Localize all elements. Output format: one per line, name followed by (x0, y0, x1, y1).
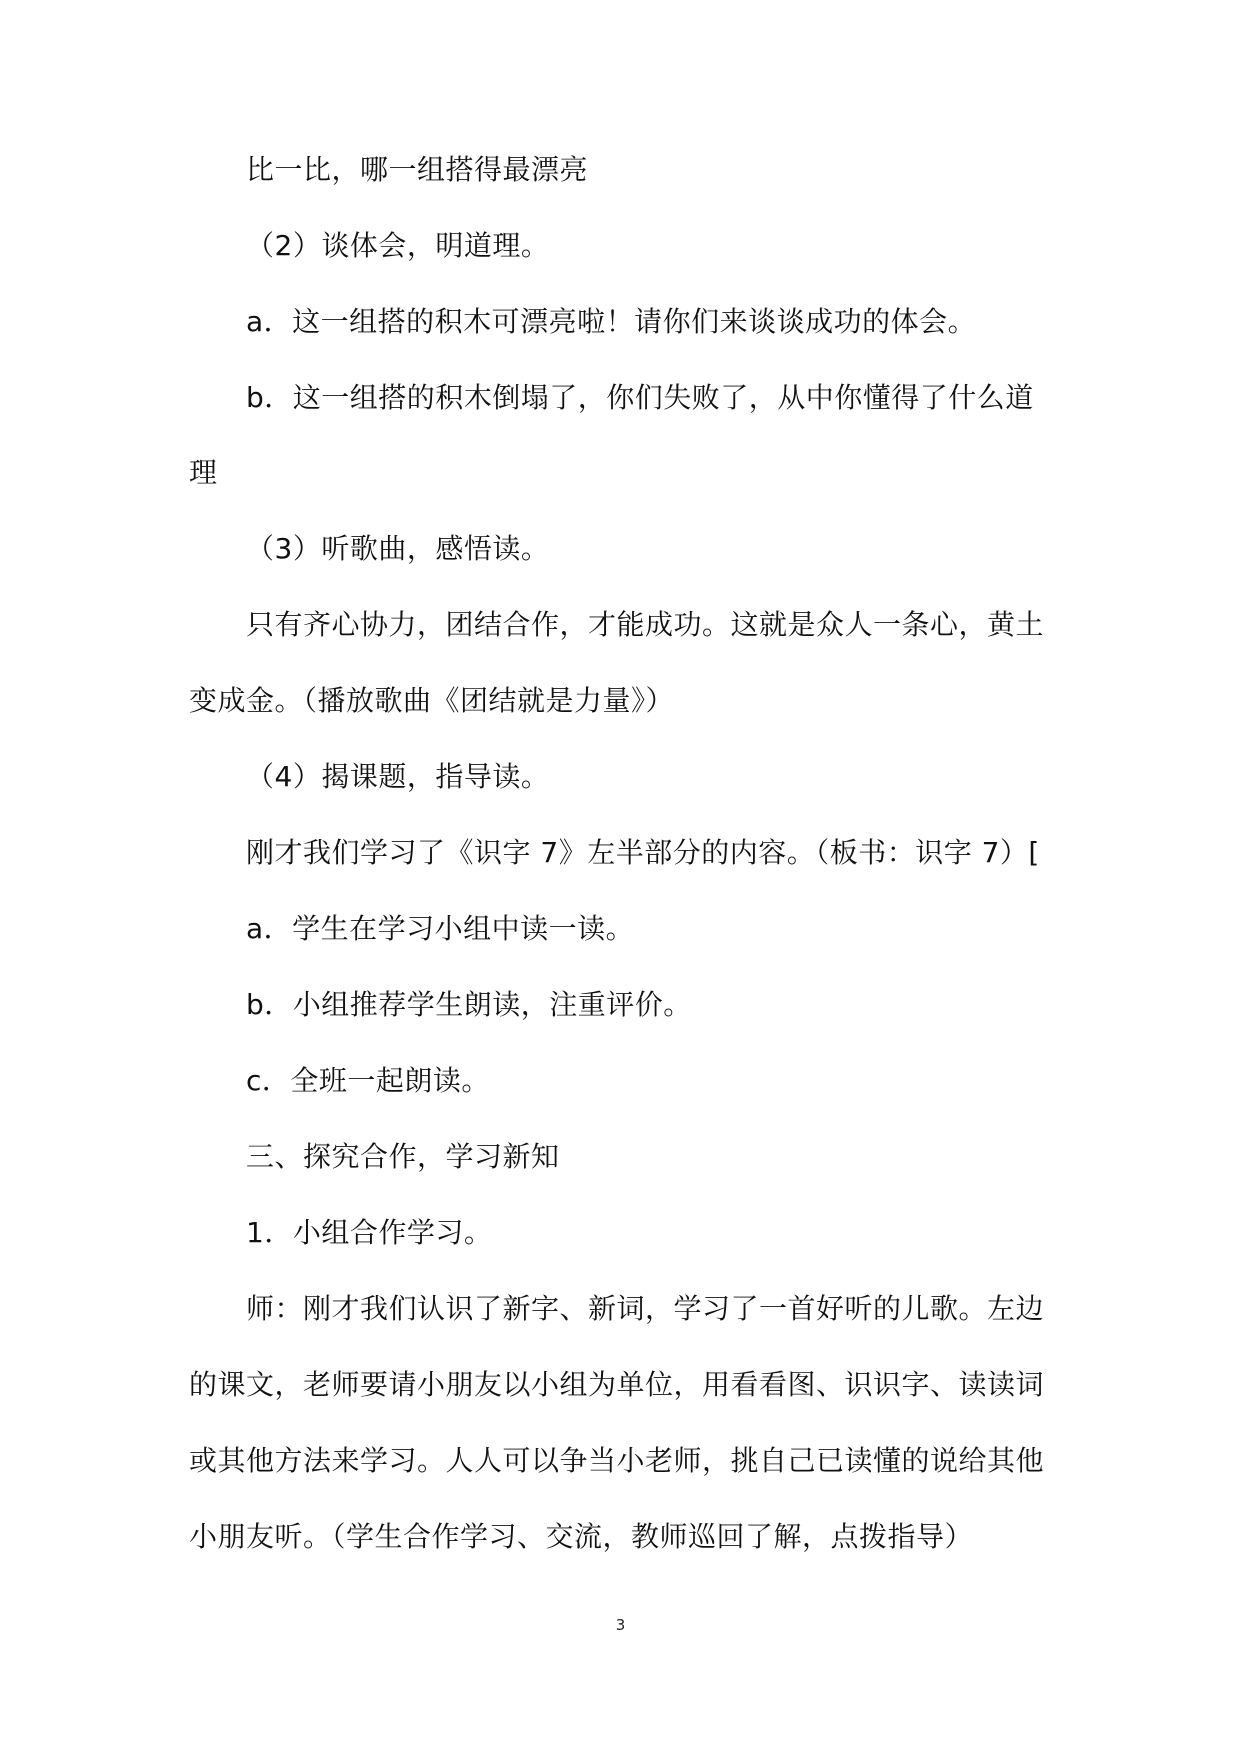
paragraph-line: 只有齐心协力，团结合作，才能成功。这就是众人一条心，黄土 (246, 608, 1045, 641)
paragraph-line: 比一比，哪一组搭得最漂亮 (246, 153, 589, 186)
paragraph-line: b．这一组搭的积木倒塌了，你们失败了，从中你懂得了什么道 (246, 381, 1034, 414)
paragraph-line: 理 (189, 456, 218, 489)
page-number: 3 (615, 1616, 626, 1634)
paragraph-line: （3）听歌曲，感悟读。 (246, 532, 550, 565)
paragraph-line: 小朋友听。（学生合作学习、交流，教师巡回了解，点拨指导） (189, 1520, 974, 1553)
paragraph-line: （4）揭课题，指导读。 (246, 760, 550, 793)
paragraph-line: 或其他方法来学习。人人可以争当小老师，挑自己已读懂的说给其他 (189, 1444, 1045, 1477)
paragraph-line: a．这一组搭的积木可漂亮啦！请你们来谈谈成功的体会。 (246, 305, 977, 338)
paragraph-line: 刚才我们学习了《识字 7》左半部分的内容。（板书：识字 7）[ (246, 836, 1040, 869)
paragraph-line: 变成金。（播放歌曲《团结就是力量》） (189, 684, 675, 717)
paragraph-line: 1．小组合作学习。 (246, 1216, 493, 1249)
paragraph-line: （2）谈体会，明道理。 (246, 229, 550, 262)
section-heading: 三、探究合作，学习新知 (246, 1140, 560, 1173)
paragraph-line: b．小组推荐学生朗读，注重评价。 (246, 988, 692, 1021)
paragraph-line: 的课文，老师要请小朋友以小组为单位，用看看图、识识字、读读词 (189, 1368, 1045, 1401)
paragraph-line: 师：刚才我们认识了新字、新词，学习了一首好听的儿歌。左边 (246, 1292, 1045, 1325)
paragraph-line: c．全班一起朗读。 (246, 1064, 490, 1097)
paragraph-line: a．学生在学习小组中读一读。 (246, 912, 635, 945)
